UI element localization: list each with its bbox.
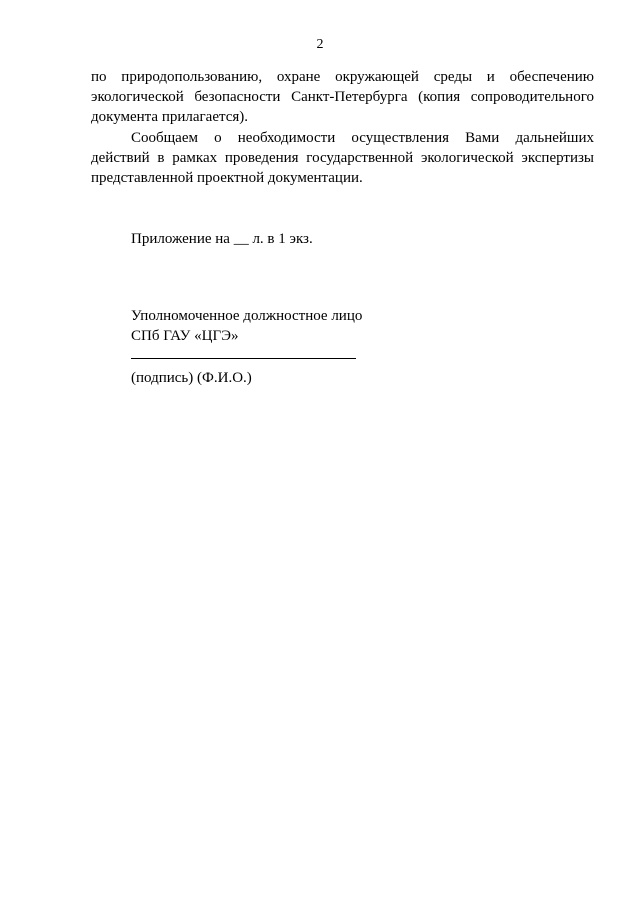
signer-organization: СПб ГАУ «ЦГЭ» <box>131 328 239 344</box>
body-paragraph-continued: по природопользованию, охране окружающей среды и обеспечению экологической безопасности Санкт-Петербурга (копия сопроводительного документа прилагается). <box>91 69 594 125</box>
signer-block <box>131 306 362 346</box>
appendix-note: Приложение на __ л. в 1 экз. <box>131 231 313 247</box>
body-paragraph-notice: Сообщаем о необходимости осуществления Вами дальнейших действий в рамках проведения государственной экологической экспертизы представленной проектной документации. <box>91 130 594 186</box>
signature-caption: (подпись) (Ф.И.О.) <box>131 370 252 386</box>
page-number: 2 <box>316 37 324 52</box>
signer-title: Уполномоченное должностное лицо <box>131 308 363 324</box>
signature-line <box>131 358 356 359</box>
